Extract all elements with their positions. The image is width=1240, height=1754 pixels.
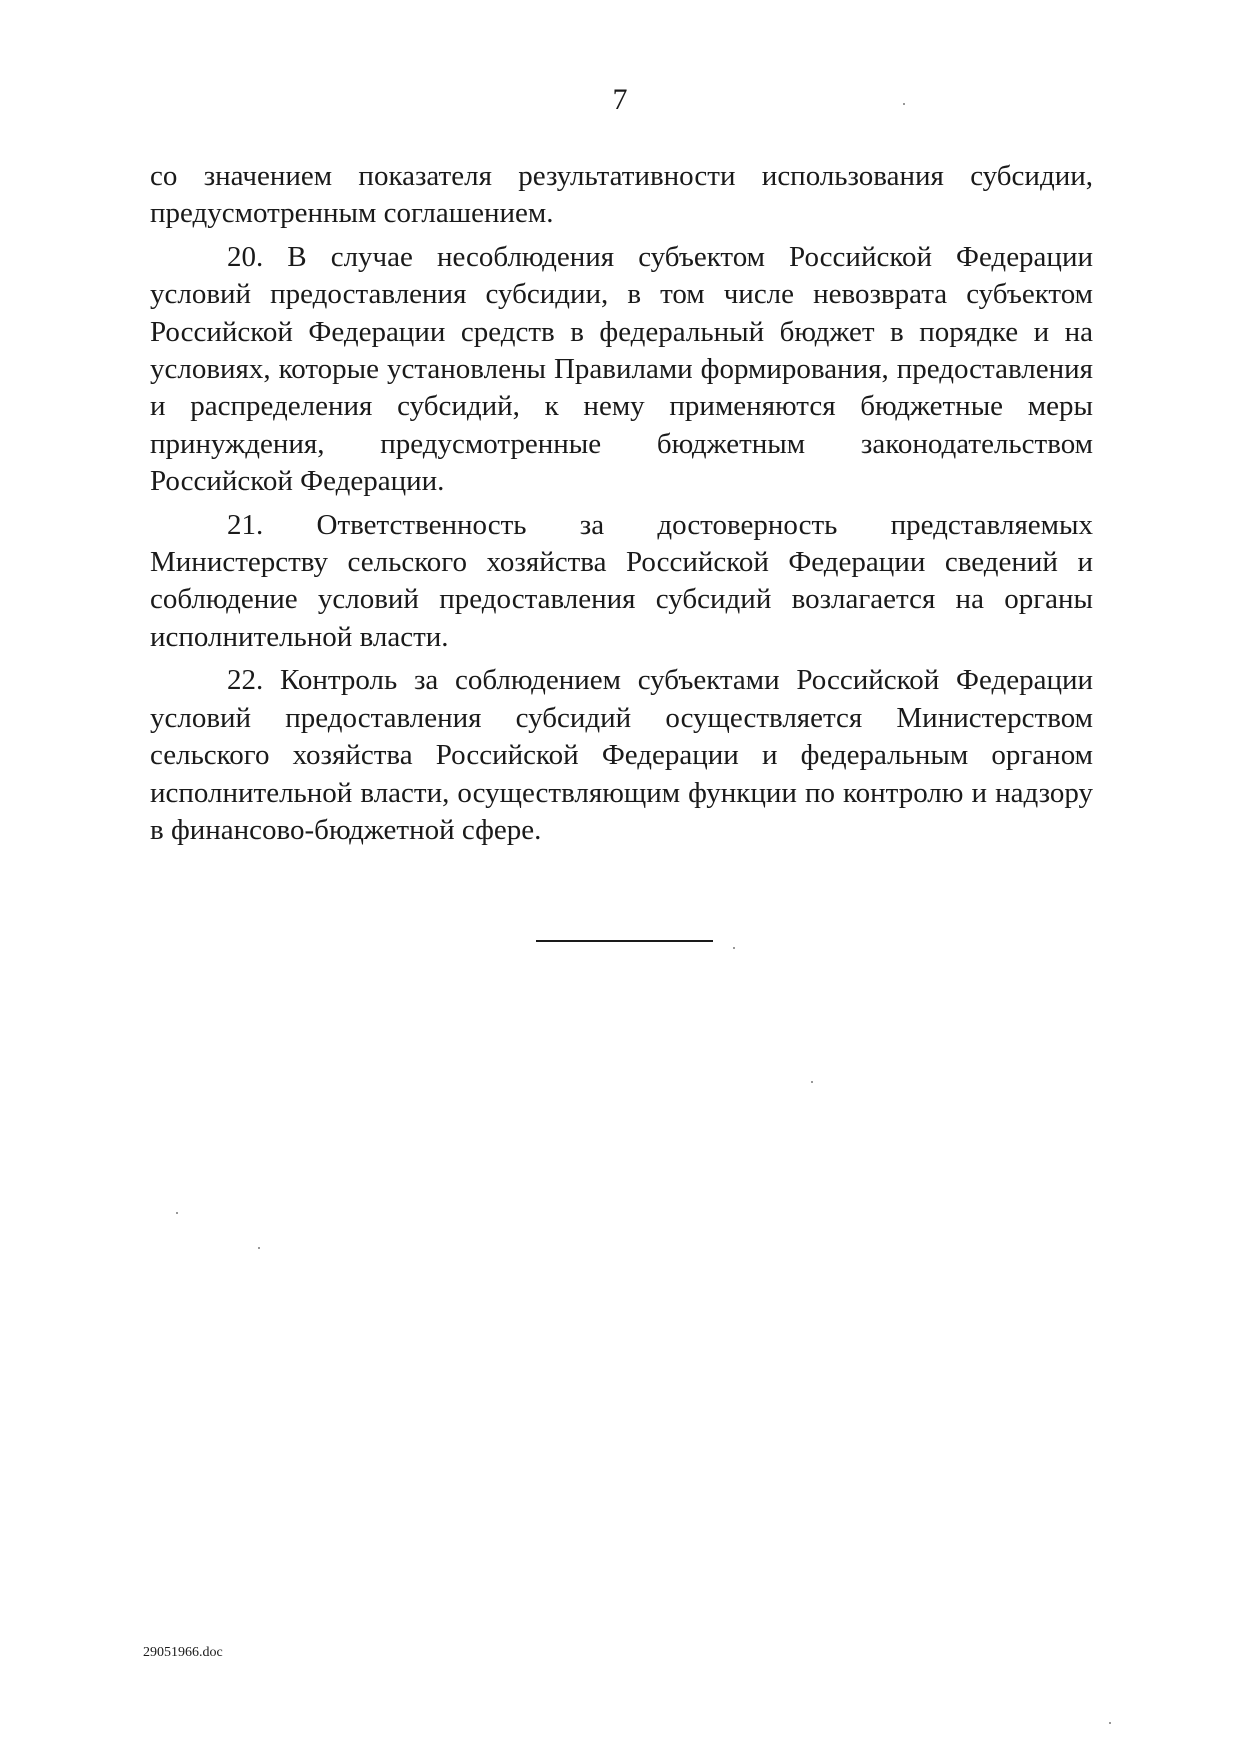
scan-speck	[176, 1212, 178, 1214]
page-number: 7	[612, 83, 628, 116]
scan-speck	[1109, 1722, 1111, 1724]
scan-speck	[903, 103, 905, 105]
scan-speck	[811, 1081, 813, 1083]
scan-speck	[258, 1247, 260, 1249]
document-body	[150, 158, 1093, 849]
paragraph-20: 20. В случае несоблюдения субъектом Российской Федерации условий предоставления субсидии, в том числе невозврата субъектом Российской Федерации средств в федеральный бюджет в порядке и на условиях, которые установлены Правилами формирования, предоставления и распределения субсидий, к нему применяются бюджетные меры принуждения, предусмотренные бюджетным законодательством Российской Федерации.	[150, 240, 1093, 498]
paragraph-22: 22. Контроль за соблюдением субъектами Российской Федерации условий предоставления субсидий осуществляется Министерством сельского хозяйства Российской Федерации и федеральным органом исполнительной власти, осуществляющим функции по контролю и надзору в финансово-бюджетной сфере.	[150, 664, 1093, 846]
paragraph-continuation: со значением показателя результативности использования субсидии, предусмотренным соглашением.	[150, 160, 1093, 230]
end-of-text-divider	[536, 940, 713, 942]
paragraph-21: 21. Ответственность за достоверность представляемых Министерству сельского хозяйства Российской Федерации сведений и соблюдение условий предоставления субсидий возлагается на органы исполнительной власти.	[150, 508, 1093, 653]
footer-filename: 29051966.doc	[143, 1645, 223, 1660]
scan-speck	[733, 947, 735, 949]
